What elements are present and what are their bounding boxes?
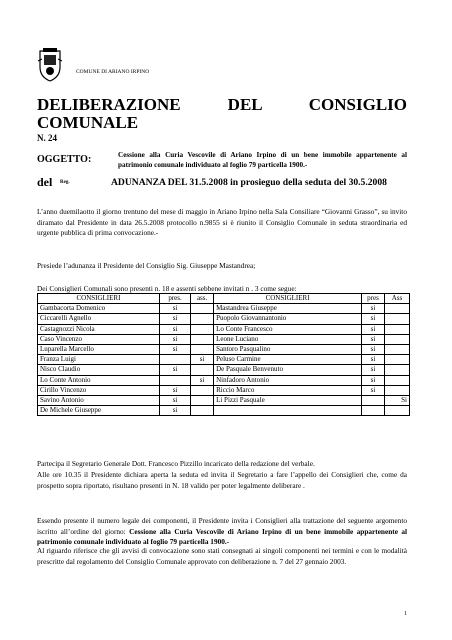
cell-ass-b	[384, 344, 409, 354]
cell-name-b: De Pasquale Benvenuto	[214, 365, 362, 375]
header-ass-a: ass.	[191, 294, 214, 304]
cell-name-b: Leone Luciano	[214, 334, 362, 344]
comune-header: COMUNE DI ARIANO IRPINO	[76, 69, 150, 75]
cell-pres-b: si	[362, 375, 385, 385]
cell-ass-b	[384, 355, 409, 365]
cell-name-b: Santoro Pasqualino	[214, 344, 362, 354]
coat-of-arms-icon	[36, 47, 64, 83]
cell-name-b	[214, 406, 362, 416]
cell-name-b: Li Pizzi Pasquale	[214, 395, 362, 405]
cell-pres-a: si	[159, 365, 190, 375]
cell-pres-a: si	[159, 344, 190, 354]
cell-ass-b	[384, 406, 409, 416]
cell-pres-a: si	[159, 334, 190, 344]
table-row	[38, 406, 410, 416]
cell-pres-b	[362, 395, 385, 405]
cell-pres-a	[159, 375, 190, 385]
cell-ass-a	[191, 324, 214, 334]
table-row	[38, 334, 410, 344]
title-word-1: DELIBERAZIONE	[37, 95, 181, 114]
del-label: del	[37, 175, 53, 189]
cell-name-a: Gambacorta Domenico	[38, 304, 160, 314]
cell-pres-a: si	[159, 406, 190, 416]
cell-name-a: Luparella Marcello	[38, 344, 160, 354]
header-name-b: CONSIGLIERI	[214, 294, 362, 304]
cell-pres-a: si	[159, 385, 190, 395]
cell-pres-b: si	[362, 344, 385, 354]
reg-label: Reg.	[60, 180, 70, 185]
cell-ass-b	[384, 385, 409, 395]
cell-pres-b	[362, 406, 385, 416]
cell-ass-a	[191, 314, 214, 324]
table-row	[38, 344, 410, 354]
cell-name-b: Lo Conte Francesco	[214, 324, 362, 334]
header-ass-b: Ass	[384, 294, 409, 304]
cell-name-a: Savino Antonio	[38, 395, 160, 405]
cell-pres-b: si	[362, 304, 385, 314]
cell-ass-b: Si	[384, 395, 409, 405]
deliberation-number: N. 24	[37, 133, 57, 143]
cell-pres-a: si	[159, 324, 190, 334]
cell-pres-b: si	[362, 314, 385, 324]
cell-ass-a	[191, 304, 214, 314]
table-row	[38, 324, 410, 334]
table-row	[38, 395, 410, 405]
cell-ass-a: si	[191, 355, 214, 365]
table-row	[38, 385, 410, 395]
cell-ass-b	[384, 324, 409, 334]
cell-name-b: Puopolo Giovannantonio	[214, 314, 362, 324]
cell-name-a: Ciccarelli Agnello	[38, 314, 160, 324]
roll-call-paragraph: Alle ore 10.35 il Presidente dichiara aperta la seduta ed invita il Segretario a fare l’appello dei Consiglieri che, come da prospetto sopra riportato, risultano presenti in N. 18 valido per poter legalmente deliberare .	[37, 470, 407, 490]
president-paragraph: Presiede l’adunanza il Presidente del Consiglio Sig. Giuseppe Mastandrea;	[37, 261, 256, 270]
cell-pres-a: si	[159, 314, 190, 324]
table-row	[38, 304, 410, 314]
cell-ass-b	[384, 375, 409, 385]
cell-ass-b	[384, 365, 409, 375]
page-number: 1	[404, 611, 407, 617]
attendance-table	[37, 293, 410, 416]
cell-ass-a	[191, 395, 214, 405]
cell-name-a: De Michele Giuseppe	[38, 406, 160, 416]
cell-pres-b: si	[362, 355, 385, 365]
cell-name-a: Caso Vincenzo	[38, 334, 160, 344]
cell-name-a: Franza Luigi	[38, 355, 160, 365]
opening-paragraph: L’anno duemilaotto il giorno trentuno del mese di maggio in Ariano Irpino nella Sala Consiliare “Giovanni Grasso”, su invito diramato dal Presidente in data 26.5.2008 protocollo n.9855 si è riunito il Consiglio Comunale in seduta straordinaria ed urgente pubblica di prima convocazione.-	[37, 207, 407, 237]
cell-ass-a	[191, 334, 214, 344]
oggetto-label: OGGETTO:	[37, 154, 92, 165]
secretary-paragraph: Partecipa il Segretario Generale Dott. Francesco Pizzillo incaricato della redazione del verbale.	[37, 459, 315, 468]
cell-pres-b: si	[362, 334, 385, 344]
cell-ass-a: si	[191, 375, 214, 385]
cell-ass-b	[384, 334, 409, 344]
cell-pres-b: si	[362, 385, 385, 395]
table-row	[38, 314, 410, 324]
cell-name-b: Peluso Carmine	[214, 355, 362, 365]
cell-pres-a: si	[159, 304, 190, 314]
document-title	[37, 96, 407, 114]
agenda-paragraph	[37, 516, 407, 548]
cell-name-b: Riccio Marco	[214, 385, 362, 395]
header-pres-a: pres.	[159, 294, 190, 304]
table-header-row	[38, 294, 410, 304]
cell-pres-b: si	[362, 324, 385, 334]
table-row	[38, 375, 410, 385]
cell-name-b: Ninfadoro Antonio	[214, 375, 362, 385]
attendance-intro: Dei Consiglieri Comunali sono presenti n. 18 e assenti sebbene invitati n . 3 come segue:	[37, 284, 297, 293]
title-word-3: CONSIGLIO	[308, 95, 408, 114]
cell-ass-b	[384, 304, 409, 314]
cell-pres-b: si	[362, 365, 385, 375]
cell-name-a: Castagnozzi Nicola	[38, 324, 160, 334]
agenda-intro: Essendo presente il numero legale dei componenti, il Presidente invita i Consiglieri alla trattazione del seguente argomento iscritto all’ordine del giorno:	[37, 516, 407, 536]
cell-ass-b	[384, 314, 409, 324]
document-title-line2: COMUNALE	[37, 113, 139, 132]
adunanza-heading: ADUNANZA DEL 31.5.2008 in prosieguo della seduta del 30.5.2008	[111, 177, 387, 188]
cell-name-a: Lo Conte Antonio	[38, 375, 160, 385]
cell-ass-a	[191, 344, 214, 354]
oggetto-text: Cessione alla Curia Vescovile di Ariano Irpino di un bene immobile appartenente al patrimonio comunale individuato al foglio 79 particella 1900.-	[118, 151, 407, 169]
header-name-a: CONSIGLIERI	[38, 294, 160, 304]
cell-ass-a	[191, 385, 214, 395]
table-row	[38, 365, 410, 375]
header-pres-b: pres	[362, 294, 385, 304]
cell-name-b: Mastandrea Giuseppe	[214, 304, 362, 314]
cell-ass-a	[191, 406, 214, 416]
cell-name-a: Nisco Claudio	[38, 365, 160, 375]
title-word-2: DEL	[227, 95, 262, 114]
cell-pres-a	[159, 355, 190, 365]
cell-name-a: Cirillo Vincenzo	[38, 385, 160, 395]
agenda-subject: Cessione alla Curia Vescovile di Ariano Irpino di un bene immobile appartenente al patrimonio comunale individuato al foglio 79 particella 1900.-	[37, 526, 407, 546]
cell-pres-a: si	[159, 395, 190, 405]
cell-ass-a	[191, 365, 214, 375]
table-row	[38, 355, 410, 365]
notice-paragraph: Al riguardo riferisce che gli avvisi di convocazione sono stati consegnati ai singoli componenti nei termini e con le modalità prescritte dal regolamento del Consiglio Comunale approvato con deliberazione n. 7 del 27 gennaio 2003.	[37, 546, 407, 566]
